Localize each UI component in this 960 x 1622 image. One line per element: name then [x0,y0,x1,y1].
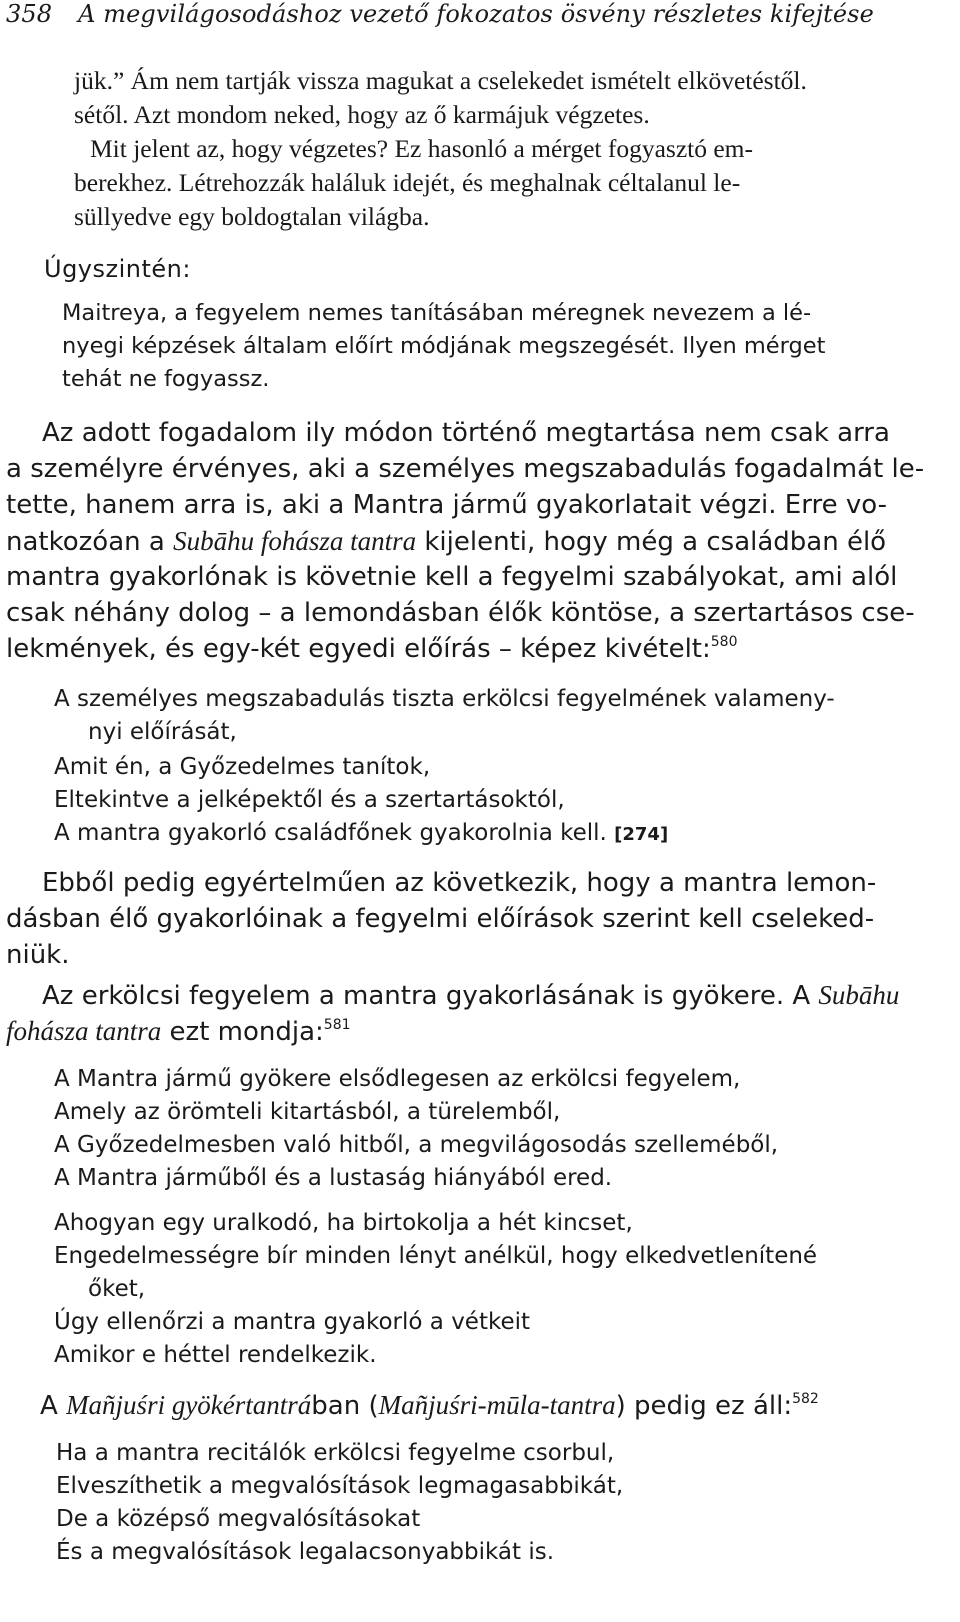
quote-line: Maitreya, a fegyelem nemes tanításában méregnek nevezem a lé- [62,300,812,326]
verse-line: Engedelmességre bír minden lényt anélkül, hogy elkedvetlenítené [54,1243,818,1269]
verse-line: nyi előírását, [88,719,237,745]
book-title: Subāhu [818,980,900,1010]
verse-line: A Győzedelmesben való hitből, a megvilágosodás szelleméből, [54,1132,779,1158]
verse-line: őket, [88,1276,146,1302]
p1-line-5: süllyedve egy boldogtalan világba. [74,202,430,231]
paragraph-line [74,66,807,96]
p4-line-2-post: ezt mondja: [161,1017,324,1047]
verse1-line-5: A mantra gyakorló családfőnek gyakorolnia kell. [54,820,607,846]
verse-line: Eltekintve a jelképektől és a szertartásoktól, [54,787,565,813]
paragraph-line: Ebből pedig egyértelműen az következik, hogy a mantra lemon- [42,868,877,898]
p2-line-4-post: kijelenti, hogy még a családban élő [416,527,887,557]
p5-mid: ban ( [311,1391,379,1421]
page-number: 358 [6,0,53,28]
paragraph-line: a személyre érvényes, aki a személyes megszabadulás fogadalmát le- [6,454,925,484]
p1-line-1: jük.” Ám nem tartják vissza magukat a cselekedet ismételt elkövetéstől. [74,66,807,95]
verse-line: Amit én, a Győzedelmes tanítok, [54,754,431,780]
verse-line: De a középső megvalósításokat [56,1506,421,1532]
verse-line: Elveszíthetik a megvalósítások legmagasabbikát, [56,1473,624,1499]
book-title: Mañjuśri-mūla-tantra [378,1390,616,1420]
section-label: Úgyszintén: [44,255,191,283]
verse-line: Amikor e héttel rendelkezik. [54,1342,377,1368]
paragraph-line: tette, hanem arra is, aki a Mantra jármű gyakorlatait végzi. Erre vo- [6,490,887,520]
book-title: Subāhu fohásza tantra [173,526,417,556]
book-title: Mañjuśri gyökértantrá [66,1390,312,1420]
quote-line: nyegi képzések általam előírt módjának megszegését. Ilyen mérget [62,333,826,359]
running-title: A megvilágosodáshoz vezető fokozatos ösvény részletes kifejtése [78,0,874,28]
book-title: fohásza tantra [6,1016,162,1046]
paragraph-line [74,202,430,232]
paragraph-line [42,980,899,1011]
quote-line: tehát ne fogyassz. [62,366,270,392]
verse-line: És a megvalósítások legalacsonyabbikát is. [56,1539,555,1565]
page-ref: [274] [614,824,669,845]
paragraph-line [74,100,650,130]
verse-line: A személyes megszabadulás tiszta erkölcsi fegyelmének valameny- [54,686,835,712]
verse-line: A Mantra járműből és a lustaság hiányából ered. [54,1165,613,1191]
p1-line-4: berekhez. Létrehozzák haláluk idejét, és meghalnak céltalanul le- [74,168,741,197]
paragraph-line: niük. [6,940,70,970]
p1-line-2: sétől. Azt mondom neked, hogy az ő karmájuk végzetes. [74,100,650,129]
paragraph-line [6,526,886,557]
footnote-ref: 582 [792,1391,819,1407]
paragraph-line [74,168,740,198]
p1-line-3: Mit jelent az, hogy végzetes? Ez hasonló a mérget fogyasztó em- [90,134,753,163]
paragraph-line [6,634,737,664]
p4-line-1-pre: Az erkölcsi fegyelem a mantra gyakorlásának is gyökere. A [42,981,819,1011]
p5-post: ) pedig ez áll: [615,1391,793,1421]
verse-line [54,820,668,846]
verse-line: Úgy ellenőrzi a mantra gyakorló a vétkeit [54,1309,531,1335]
verse-line: A Mantra jármű gyökere elsődlegesen az erkölcsi fegyelem, [54,1066,741,1092]
page-header [6,0,874,28]
verse-line: Ahogyan egy uralkodó, ha birtokolja a hét kincset, [54,1210,633,1236]
verse-line: Ha a mantra recitálók erkölcsi fegyelme csorbul, [56,1440,615,1466]
paragraph-line [40,1390,819,1421]
footnote-ref: 581 [323,1017,351,1033]
footnote-ref: 580 [710,634,738,650]
p2-line-7: lekmények, és egy-két egyedi előírás – képez kivételt: [6,634,711,664]
paragraph-line [90,134,753,164]
paragraph-line: csak néhány dolog – a lemondásban élők köntöse, a szertartásos cse- [6,598,915,628]
paragraph-line [6,1016,351,1047]
verse-line: Amely az örömteli kitartásból, a türelemből, [54,1099,561,1125]
paragraph-line: Az adott fogadalom ily módon történő megtartása nem csak arra [42,418,890,448]
p5-pre: A [40,1391,67,1421]
paragraph-line: dásban élő gyakorlóinak a fegyelmi előírások szerint kell cseleked- [6,904,875,934]
paragraph-line: mantra gyakorlónak is követnie kell a fegyelmi szabályokat, ami alól [6,562,898,592]
p2-line-4-pre: natkozóan a [6,527,174,557]
